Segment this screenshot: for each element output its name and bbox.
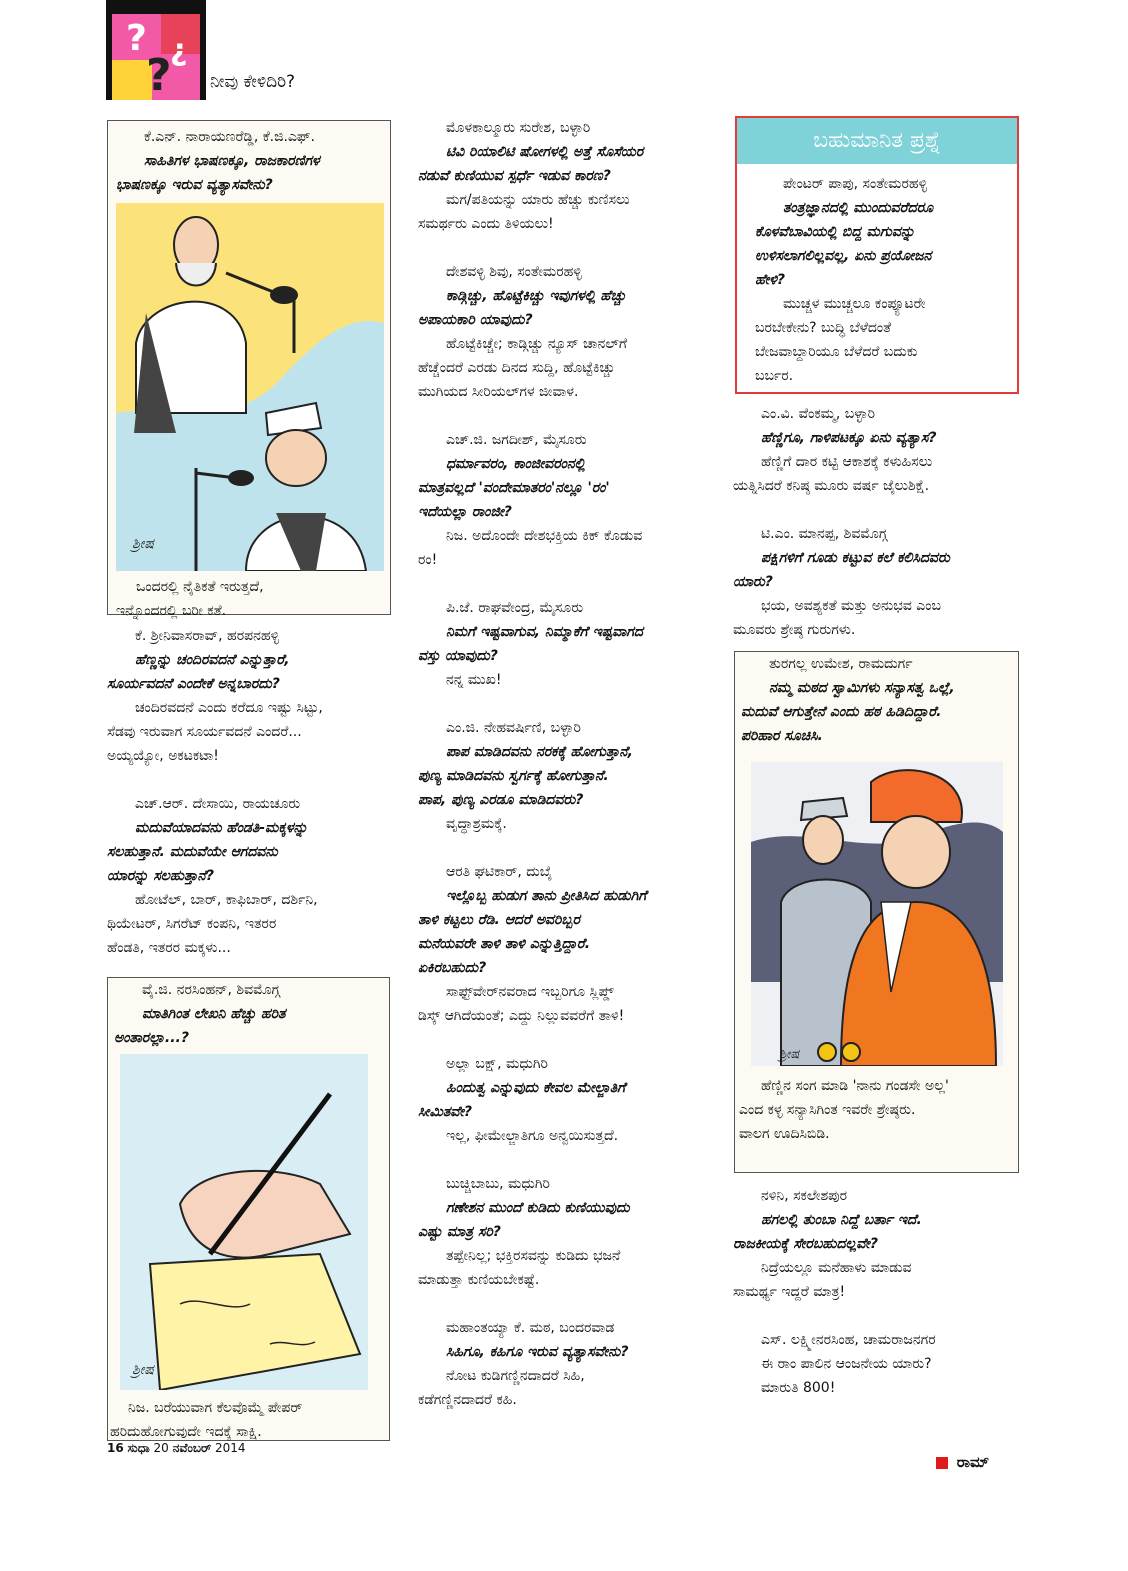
question-line: ಯಾರನ್ನು ಸಲಹುತ್ತಾನೆ? — [107, 868, 215, 884]
question-line: ಟಿವಿ ರಿಯಾಲಿಟಿ ಷೋಗಳಲ್ಲಿ ಅತ್ತೆ ಸೊಸೆಯರ — [446, 144, 644, 160]
question-line: ಹೇಳಿ? — [755, 272, 786, 288]
answer-line: ಬೇಜವಾಬ್ದಾರಿಯೂ ಬೆಳೆದರೆ ಬದುಕು — [755, 344, 918, 360]
answer-line: ಮಾಡುತ್ತಾ ಕುಣಿಯಬೇಕಷ್ಟೆ. — [418, 1272, 540, 1288]
asker-name: ಪಿ.ಜೆ. ರಾಘವೇಂದ್ರ, ಮೈಸೂರು — [446, 600, 584, 616]
answer-line: ಕಡೆಗಣ್ಣಿನದಾದರೆ ಕಹಿ. — [418, 1392, 517, 1408]
question-line: ಇದೆಯಲ್ಲಾ ರಾಂಜೀ? — [418, 504, 512, 520]
question-line: ಮಾತಿಗಿಂತ ಲೇಖನಿ ಹೆಚ್ಚು ಹರಿತ — [142, 1006, 286, 1022]
qa-item — [107, 792, 397, 960]
asker-name: ಎಚ್.ಜಿ. ಜಗದೀಶ್, ಮೈಸೂರು — [446, 432, 587, 448]
asker-name: ದೇಶವಳ್ಳಿ ಶಿವು, ಸಂತೇಮರಹಳ್ಳಿ — [446, 264, 582, 280]
svg-text:?: ? — [146, 50, 172, 100]
qa-item — [418, 716, 718, 836]
question-line: ಮದುವೆಯಾದವನು ಹೆಂಡತಿ-ಮಕ್ಕಳನ್ನು — [135, 820, 308, 836]
question-line: ಸಲಹುತ್ತಾನೆ. ಮದುವೆಯೇ ಆಗದವನು — [107, 844, 278, 860]
answer-line: ಹೆಣ್ಣಿನ ಸಂಗ ಮಾಡಿ 'ನಾನು ಗಂಡಸೇ ಅಲ್ಲ' — [761, 1078, 949, 1094]
issue-year: 2014 — [215, 1441, 246, 1455]
question-line: ಸೀಮಿತವೇ? — [418, 1104, 472, 1120]
answer-line: ನಿದ್ರೆಯಲ್ಲೂ ಮನೆಹಾಳು ಮಾಡುವ — [761, 1260, 912, 1276]
cartoon-box-1 — [107, 120, 391, 619]
cartoon-box-3 — [734, 651, 1019, 1173]
question-line: ಏಕಿರಬಹುದು? — [418, 960, 487, 976]
answer-line: ಇನ್ನೊಂದರಲ್ಲಿ ಬರೀ ಕತೆ. — [116, 603, 227, 619]
answer-line: ಮಗ/ಪತಿಯನ್ನು ಯಾರು ಹೆಚ್ಚು ಕುಣಿಸಲು — [446, 192, 630, 208]
answer-line: ಭಯ, ಅವಶ್ಯಕತೆ ಮತ್ತು ಅನುಭವ ಎಂಬ — [761, 598, 941, 614]
qa-column-3a — [733, 402, 1033, 642]
answer-line: ವಾಲಗ ಊದಿಸಿಬಿಡಿ. — [739, 1126, 830, 1142]
answer-line: ಅಯ್ಯಯ್ಯೋ, ಅಕಟಕಟಾ! — [107, 748, 219, 764]
answer-line: ಯತ್ನಿಸಿದರೆ ಕನಿಷ್ಠ ಮೂರು ವರ್ಷ ಜೈಲುಶಿಕ್ಷೆ. — [733, 478, 930, 494]
qa-item — [418, 1316, 718, 1412]
asker-name: ತುರಗಲ್ಲ ಉಮೇಶ, ರಾಮದುರ್ಗ — [769, 656, 913, 672]
asker-name: ಪೇಂಟರ್ ಪಾಪು, ಸಂತೇಮರಹಳ್ಳಿ — [783, 176, 928, 192]
answer-line: ಹೋಟೆಲ್, ಬಾರ್, ಕಾಫಿಬಾರ್, ದರ್ಶಿನಿ, — [135, 892, 318, 908]
asker-name: ಆರತಿ ಘಟಿಕಾರ್, ದುಬೈ — [446, 864, 553, 880]
answer-line: ನಿಜ. ಅದೊಂದೇ ದೇಶಭಕ್ತಿಯ ಕಿಕ್ ಕೊಡುವ — [446, 528, 643, 544]
answer-line: ಚಂದಿರವದನೆ ಎಂದು ಕರೆದೂ ಇಷ್ಟು ಸಿಟ್ಟು, — [135, 700, 323, 716]
asker-name: ಅಲ್ಲಾ ಬಕ್ಷ್, ಮಧುಗಿರಿ — [446, 1056, 548, 1072]
qa-column-1 — [107, 624, 397, 960]
question-line: ಪಾಪ, ಪುಣ್ಯ ಎರಡೂ ಮಾಡಿದವರು? — [418, 792, 584, 808]
answer-line: ಡಿಸ್ಕ್ ಆಗಿದೆಯಂತೆ; ಎದ್ದು ನಿಲ್ಲುವವರೆಗೆ ತಾಳಿ! — [418, 1008, 625, 1024]
asker-name: ಮೊಳಕಾಲ್ಮೂರು ಸುರೇಶ, ಬಳ್ಳಾರಿ — [446, 120, 591, 136]
asker-name: ಎಸ್. ಲಕ್ಷ್ಮೀನರಸಿಂಹ, ಚಾಮರಾಜನಗರ — [761, 1332, 936, 1348]
asker-name: ಎಂ.ಜಿ. ನೇಹವರ್ಷಿಣಿ, ಬಳ್ಳಾರಿ — [446, 720, 581, 736]
answer-line: ಸಮರ್ಥರು ಎಂದು ತಿಳಿಯಲು! — [418, 216, 554, 232]
answer-line: ಹೆಂಡತಿ, ಇತರರ ಮಕ್ಕಳು... — [107, 940, 231, 956]
asker-name: ನಳಿನಿ, ಸಕಲೇಶಪುರ — [761, 1188, 847, 1204]
answer-line: ನನ್ನ ಮುಖ! — [446, 672, 502, 688]
asker-name: ಕೆ. ಶ್ರೀನಿವಾಸರಾವ್, ಹರಪನಹಳ್ಳಿ — [135, 628, 280, 644]
qa-item — [418, 1052, 718, 1148]
question-line: ಧರ್ಮಾವರಂ, ಕಾಂಜೀವರಂನಲ್ಲಿ — [446, 456, 586, 472]
svg-text:¿: ¿ — [170, 33, 188, 68]
answer-line: ಹೊಟ್ಟೆಕಿಚ್ಚೇ; ಕಾಡ್ಗಿಚ್ಚು ನ್ಯೂಸ್ ಚಾನಲ್‌ಗೆ — [446, 336, 627, 352]
question-line: ರಾಜಕೀಯಕ್ಕೆ ಸೇರಬಹುದಲ್ಲವೇ? — [733, 1236, 878, 1252]
qa-item — [418, 428, 718, 572]
question-line: ಹೆಣ್ಣನ್ನು ಚಂದಿರವದನೆ ಎನ್ನುತ್ತಾರೆ, — [135, 652, 290, 668]
question-line: ಮನೆಯವರೇ ತಾಳಿ ತಾಳಿ ಎನ್ನುತ್ತಿದ್ದಾರೆ. — [418, 936, 591, 952]
qa-item — [733, 522, 1033, 642]
question-line: ಗಣೇಶನ ಮುಂದೆ ಕುಡಿದು ಕುಣಿಯುವುದು — [446, 1200, 630, 1216]
question-line: ಸಿಹಿಗೂ, ಕಹಿಗೂ ಇರುವ ವ್ಯತ್ಯಾಸವೇನು? — [446, 1344, 629, 1360]
answer-line: ಮೂವರು ಶ್ರೇಷ್ಠ ಗುರುಗಳು. — [733, 622, 856, 638]
cartoon-box-2 — [107, 977, 390, 1441]
svg-text:ಶ್ರೀಷ: ಶ್ರೀಷ — [132, 536, 154, 552]
question-line: ಭಾಷಣಕ್ಕೂ ಇರುವ ವ್ಯತ್ಯಾಸವೇನು? — [116, 177, 273, 193]
qa-column-2 — [418, 116, 718, 1412]
qa-item — [418, 596, 718, 692]
answer-line: ಮುಚ್ಚಳ ಮುಚ್ಚಲೂ ಕಂಪ್ಯೂಟರೇ — [783, 296, 926, 312]
qa-item — [418, 116, 718, 236]
question-line: ಯಾರು? — [733, 574, 773, 590]
question-line: ನಡುವೆ ಕುಣಿಯುವ ಸ್ಪರ್ಧೆ ಇಡುವ ಕಾರಣ? — [418, 168, 611, 184]
answer-line: ಮುಗಿಯದ ಸೀರಿಯಲ್‌ಗಳ ಜೀವಾಳ. — [418, 384, 579, 400]
answer-line: ಸಾಫ್ಟ್‌ವೇರ್‌ನವರಾದ ಇಬ್ಬರಿಗೂ ಸ್ಲಿಪ್ಡ್ — [446, 984, 614, 1000]
question-line: ಕಾಡ್ಗಿಚ್ಚು, ಹೊಟ್ಟೆಕಿಚ್ಚು ಇವುಗಳಲ್ಲಿ ಹೆಚ್ಚು — [446, 288, 627, 304]
issue-month: ನವೆಂಬರ್ — [172, 1441, 212, 1455]
asker-name: ಬುಚ್ಚಿಬಾಬು, ಮಧುಗಿರಿ — [446, 1176, 550, 1192]
asker-name: ಎಚ್.ಆರ್. ದೇಸಾಯಿ, ರಾಯಚೂರು — [135, 796, 301, 812]
question-mark-icon — [106, 0, 206, 100]
answer-line: ನೋಟ ಕುಡಿಗಣ್ಣಿನದಾದರೆ ಸಿಹಿ, — [446, 1368, 585, 1384]
question-line: ತಂತ್ರಜ್ಞಾನದಲ್ಲಿ ಮುಂದುವರೆದರೂ — [783, 200, 934, 216]
question-line: ಪುಣ್ಯ ಮಾಡಿದವನು ಸ್ವರ್ಗಕ್ಕೆ ಹೋಗುತ್ತಾನೆ. — [418, 768, 609, 784]
cartoon-illustration-speakers — [116, 203, 384, 571]
issue-day: 20 — [153, 1441, 169, 1455]
qa-column-3b — [733, 1184, 1033, 1400]
qa-item — [418, 860, 718, 1028]
svg-text:ಶ್ರೀಷ: ಶ್ರೀಷ — [779, 1047, 800, 1062]
prize-question-box — [735, 116, 1019, 394]
answer-line: ಹೆಚ್ಚೆಂದರೆ ಎರಡು ದಿನದ ಸುದ್ದಿ, ಹೊಟ್ಟೆಕಿಚ್ಚು — [418, 360, 615, 376]
svg-text:ಶ್ರೀಷ: ಶ್ರೀಷ — [132, 1362, 154, 1378]
answer-line: ಹರಿದುಹೋಗುವುದೇ ಇದಕ್ಕೆ ಸಾಕ್ಷಿ. — [110, 1424, 262, 1440]
question-line: ಹಗಲಲ್ಲಿ ತುಂಬಾ ನಿದ್ದೆ ಬರ್ತಾ ಇದೆ. — [761, 1212, 922, 1228]
answer-line: ಇಲ್ಲ, ಫೀಮೇಲ್ಜಾತಿಗೂ ಅನ್ವಯಿಸುತ್ತದೆ. — [446, 1128, 619, 1144]
answer-line: ಎಂದ ಕಳ್ಳ ಸನ್ಯಾಸಿಗಿಂತ ಇವರೇ ಶ್ರೇಷ್ಠರು. — [739, 1102, 916, 1118]
asker-name: ಟಿ.ಎಂ. ಮಾನಪ್ಪ, ಶಿವಮೊಗ್ಗ — [761, 526, 888, 542]
answer-line: ನಿಜ. ಬರೆಯುವಾಗ ಕೆಲವೊಮ್ಮೆ ಪೇಪರ್ — [128, 1400, 303, 1416]
author-name: ರಾಮ್ — [956, 1453, 990, 1471]
answer-line: ರಂ! — [418, 552, 438, 568]
qa-item — [733, 1328, 1033, 1400]
answer-line: ಈ ರಾಂ ಪಾಲಿನ ಆಂಜನೇಯ ಯಾರು? — [761, 1356, 932, 1372]
question-line: ಸೂರ್ಯವದನೆ ಎಂದೇಕೆ ಅನ್ನಬಾರದು? — [107, 676, 280, 692]
asker-name: ವೈ.ಜಿ. ನರಸಿಂಹನ್, ಶಿವಮೊಗ್ಗ — [142, 982, 280, 998]
question-line: ಮದುವೆ ಆಗುತ್ತೇನೆ ಎಂದು ಹಠ ಹಿಡಿದಿದ್ದಾರೆ. — [741, 704, 942, 720]
square-icon — [936, 1457, 948, 1469]
answer-line: ತಪ್ಪೇನಿಲ್ಲ; ಭಕ್ತಿರಸವನ್ನು ಕುಡಿದು ಭಜನೆ — [446, 1248, 621, 1264]
question-line: ಅಂತಾರಲ್ಲಾ...? — [114, 1030, 189, 1046]
cartoon-illustration-pen — [120, 1054, 368, 1390]
answer-line: ಥಿಯೇಟರ್, ಸಿಗರೆಟ್ ಕಂಪನಿ, ಇತರರ — [107, 916, 277, 932]
magazine-name: ಸುಧಾ — [127, 1441, 150, 1455]
answer-line: ವೃದ್ಧಾಶ್ರಮಕ್ಕೆ. — [446, 816, 507, 832]
asker-name: ಕೆ.ಎನ್. ನಾರಾಯಣರೆಡ್ಡಿ, ಕೆ.ಜಿ.ಎಫ್. — [144, 129, 315, 145]
question-line: ಹಿಂದುತ್ವ ಎನ್ನುವುದು ಕೇವಲ ಮೇಲ್ಜಾತಿಗೆ — [446, 1080, 626, 1096]
asker-name: ಎಂ.ವಿ. ವೆಂಕಮ್ಮ, ಬಳ್ಳಾರಿ — [761, 406, 876, 422]
question-line: ಅಪಾಯಕಾರಿ ಯಾವುದು? — [418, 312, 533, 328]
question-line: ನಮ್ಮ ಮಠದ ಸ್ವಾಮಿಗಳು ಸನ್ಯಾಸತ್ವ ಒಲ್ಲೆ, — [769, 680, 955, 696]
qa-item — [418, 260, 718, 404]
question-line: ಸಾಹಿತಿಗಳ ಭಾಷಣಕ್ಕೂ, ರಾಜಕಾರಣಿಗಳ — [144, 153, 320, 169]
question-line: ಮಾತ್ರವಲ್ಲದೆ 'ವಂದೇಮಾತರಂ'ನಲ್ಲೂ 'ರಂ' — [418, 480, 610, 496]
page-footer — [107, 1441, 246, 1456]
question-line: ವಸ್ತು ಯಾವುದು? — [418, 648, 498, 664]
qa-item — [418, 1172, 718, 1292]
cartoon-illustration-swami — [751, 762, 1003, 1066]
question-line: ಇಲ್ಲೊಬ್ಬ ಹುಡುಗ ತಾನು ಪ್ರೀತಿಸಿದ ಹುಡುಗಿಗೆ — [446, 888, 647, 904]
section-title: ನೀವು ಕೇಳಿದಿರಿ? — [210, 72, 296, 92]
qa-item — [107, 624, 397, 768]
prize-title: ಬಹುಮಾನಿತ ಪ್ರಶ್ನೆ — [737, 118, 1017, 164]
question-line: ಪಾಪ ಮಾಡಿದವನು ನರಕಕ್ಕೆ ಹೋಗುತ್ತಾನೆ, — [446, 744, 634, 760]
section-logo — [106, 0, 206, 100]
answer-line: ಸೆಡವು ಇರುವಾಗ ಸೂರ್ಯವದನೆ ಎಂದರೆ... — [107, 724, 302, 740]
question-line: ಉಳಿಸಲಾಗಲಿಲ್ಲವಲ್ಲ, ಏನು ಪ್ರಯೋಜನ — [755, 248, 932, 264]
answer-line: ಬರಬೇಕೇನು? ಬುದ್ಧಿ ಬೆಳೆದಂತೆ — [755, 320, 892, 336]
asker-name: ಮಹಾಂತಯ್ಯಾ ಕೆ. ಮಠ, ಬಂದರವಾಡ — [446, 1320, 615, 1336]
answer-line: ಒಂದರಲ್ಲಿ ನೈತಿಕತೆ ಇರುತ್ತದೆ, — [136, 579, 264, 595]
page-number: 16 — [107, 1441, 124, 1455]
answer-line: ಬರ್ಬರ. — [755, 368, 794, 384]
svg-text:?: ? — [126, 18, 147, 59]
question-line: ಪಕ್ಷಿಗಳಿಗೆ ಗೂಡು ಕಟ್ಟುವ ಕಲೆ ಕಲಿಸಿದವರು — [761, 550, 950, 566]
question-line: ಕೊಳವೆಬಾವಿಯಲ್ಲಿ ಬಿದ್ದ ಮಗುವನ್ನು — [755, 224, 915, 240]
answer-line: ಮಾರುತಿ 800! — [761, 1380, 836, 1396]
question-line: ತಾಳಿ ಕಟ್ಟಲು ರೆಡಿ. ಆದರೆ ಅವರಿಬ್ಬರ — [418, 912, 580, 928]
qa-item — [733, 402, 1033, 498]
author-credit — [936, 1453, 989, 1471]
answer-line: ಸಾಮರ್ಥ್ಯ ಇದ್ದರೆ ಮಾತ್ರ! — [733, 1284, 846, 1300]
question-line: ಹೆಣ್ಣಿಗೂ, ಗಾಳಿಪಟಕ್ಕೂ ಏನು ವ್ಯತ್ಯಾಸ? — [761, 430, 937, 446]
question-line: ನಿಮಗೆ ಇಷ್ಟವಾಗುವ, ನಿಮ್ಮಾಕೆಗೆ ಇಷ್ಟವಾಗದ — [446, 624, 643, 640]
question-line: ಎಷ್ಟು ಮಾತ್ರ ಸರಿ? — [418, 1224, 501, 1240]
qa-item — [733, 1184, 1033, 1304]
question-line: ಪರಿಹಾರ ಸೂಚಿಸಿ. — [741, 728, 823, 744]
answer-line: ಹೆಣ್ಣಿಗೆ ದಾರ ಕಟ್ಟಿ ಆಕಾಶಕ್ಕೆ ಕಳುಹಿಸಲು — [761, 454, 933, 470]
